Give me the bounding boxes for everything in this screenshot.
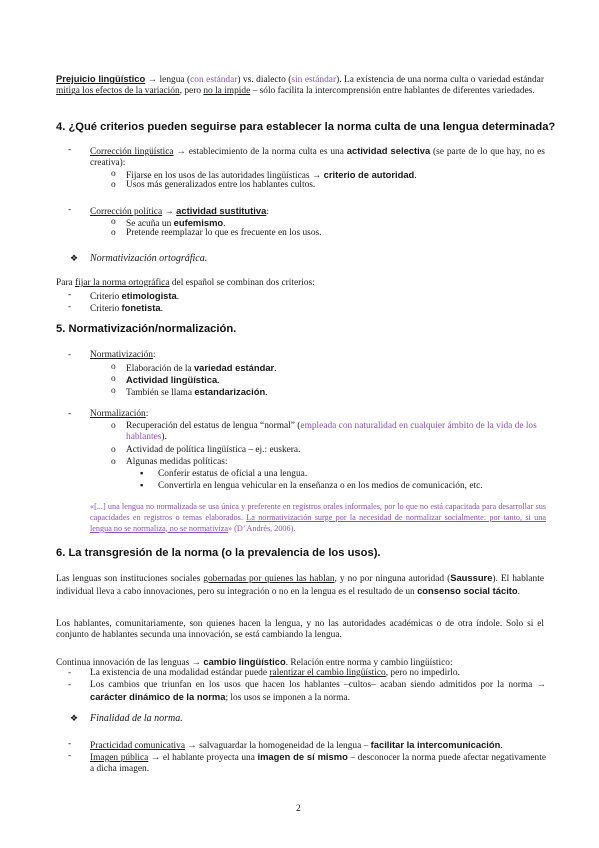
sub-sub-item: Convertirla en lengua vehicular en la enseñanza o en los medios de comunicación, etc. — [158, 481, 483, 491]
square-bullet: ▪ — [140, 481, 144, 491]
prejuicio-paragraph: Prejuicio lingüístico → lengua (con estándar) vs. dialecto (sin estándar). La existencia de una norma culta o variedad estándar mitiga los efectos de la variación, pero no la impide – sólo facilita la intercomprensión entre hablantes de diferentes variedades. — [56, 73, 544, 97]
sub-item: Se acuña un eufemismo. — [126, 217, 226, 229]
section-heading-6: 6. La transgresión de la norma (o la prevalencia de los usos). — [56, 547, 381, 559]
ring-bullet: o — [111, 386, 116, 396]
ring-bullet: o — [111, 362, 116, 372]
dash-bullet: - — [68, 145, 72, 155]
sub-item: Recuperación del estatus de lengua “normal” (empleada con naturalidad en cualquier ámbito de la vida de los hablantes). — [126, 421, 537, 443]
citation-quote: «[...] una lengua no normalizada se usa única y preferente en registros orales informales, por lo que no está capacitada para desarrollar sus capacidades en registros o temas elaborados. La normativización surge por la necesidad de normalizar socialmente: por tanto, si una lengua no se normaliza, no se normativiza» (D’ Andrés, 2006). — [90, 502, 546, 533]
ring-bullet: o — [111, 228, 116, 238]
dash-bullet: - — [68, 205, 72, 215]
correccion-linguistica-text: Corrección lingüística → establecimiento de la norma culta es una actividad selectiva (se parte de lo que hay, no es creativa): — [90, 145, 545, 169]
diamond-bullet: ❖ — [70, 253, 79, 263]
sub-item: Fijarse en los usos de las autoridades lingüísticas → criterio de autoridad. — [126, 169, 417, 181]
sub-item: Usos más generalizados entre los hablantes cultos. — [126, 180, 316, 190]
ring-bullet: o — [111, 374, 116, 384]
correccion-politica-text: Corrección política → actividad sustitutiva: — [90, 205, 269, 217]
list-item: La existencia de una modalidad estándar puede ralentizar el cambio lingüístico, pero no impedirlo. — [90, 668, 460, 678]
ring-bullet: o — [111, 169, 116, 179]
transgresion-paragraph-1: Las lenguas son instituciones sociales gobernadas por quienes las hablan, y no por ninguna autoridad (Saussure). El hablante individual lleva a cabo innovaciones, pero su integración o no en la lengua es el resultado de un consenso social tácito. — [56, 572, 544, 598]
list-item: Los cambios que triunfan en los usos que hacen los hablantes –cultos– acaban siendo admitidos por la norma → carácter dinámico de la norma; los usos se imponen a la norma. — [90, 680, 546, 704]
dash-bullet: - — [68, 739, 72, 749]
list-item: Criterio etimologista. — [90, 290, 180, 302]
sub-item: Actividad lingüística. — [126, 374, 220, 386]
sub-sub-item: Conferir estatus de oficial a una lengua. — [158, 469, 308, 479]
dash-bullet: - — [68, 290, 72, 300]
section-heading-5: 5. Normativización/normalización. — [56, 323, 237, 335]
dash-bullet: - — [68, 680, 72, 690]
list-item: Practicidad comunicativa → salvaguardar la homogeneidad de la lengua – facilitar la intercomunicación. — [90, 739, 503, 751]
dash-bullet: - — [68, 302, 72, 312]
ring-bullet: o — [111, 457, 116, 467]
sub-item: También se llama estandarización. — [126, 386, 268, 398]
list-item: Criterio fonetista. — [90, 302, 163, 314]
square-bullet: ▪ — [140, 469, 144, 479]
ring-bullet: o — [111, 217, 116, 227]
page-number: 2 — [296, 804, 301, 814]
dash-bullet: - — [68, 668, 72, 678]
section-heading-4: 4. ¿Qué criterios pueden seguirse para establecer la norma culta de una lengua determinada? — [56, 121, 556, 133]
sub-item: Pretende reemplazar lo que es frecuente en los usos. — [126, 228, 322, 238]
dash-bullet: - — [68, 751, 72, 761]
diamond-bullet: ❖ — [70, 713, 79, 723]
ring-bullet: o — [111, 445, 116, 455]
dash-bullet: - — [68, 350, 72, 360]
ring-bullet: o — [111, 180, 116, 190]
sub-item: Algunas medidas políticas: — [126, 457, 228, 467]
dash-bullet: - — [68, 409, 72, 419]
sub-item: Actividad de política lingüística – ej.: euskera. — [126, 445, 301, 455]
sub-item: Elaboración de la variedad estándar. — [126, 362, 277, 374]
ring-bullet: o — [111, 421, 116, 431]
transgresion-paragraph-2: Los hablantes, comunitariamente, son quienes hacen la lengua, y no las autoridades académicas o de otra índole. Solo si el conjunto de hablantes secunda una innovación, se está cambiando la lengua. — [56, 619, 544, 641]
list-item: Imagen pública → el hablante proyecta una imagen de sí mismo – desconocer la norma puede afectar negativamente a dicha imagen. — [90, 751, 546, 775]
